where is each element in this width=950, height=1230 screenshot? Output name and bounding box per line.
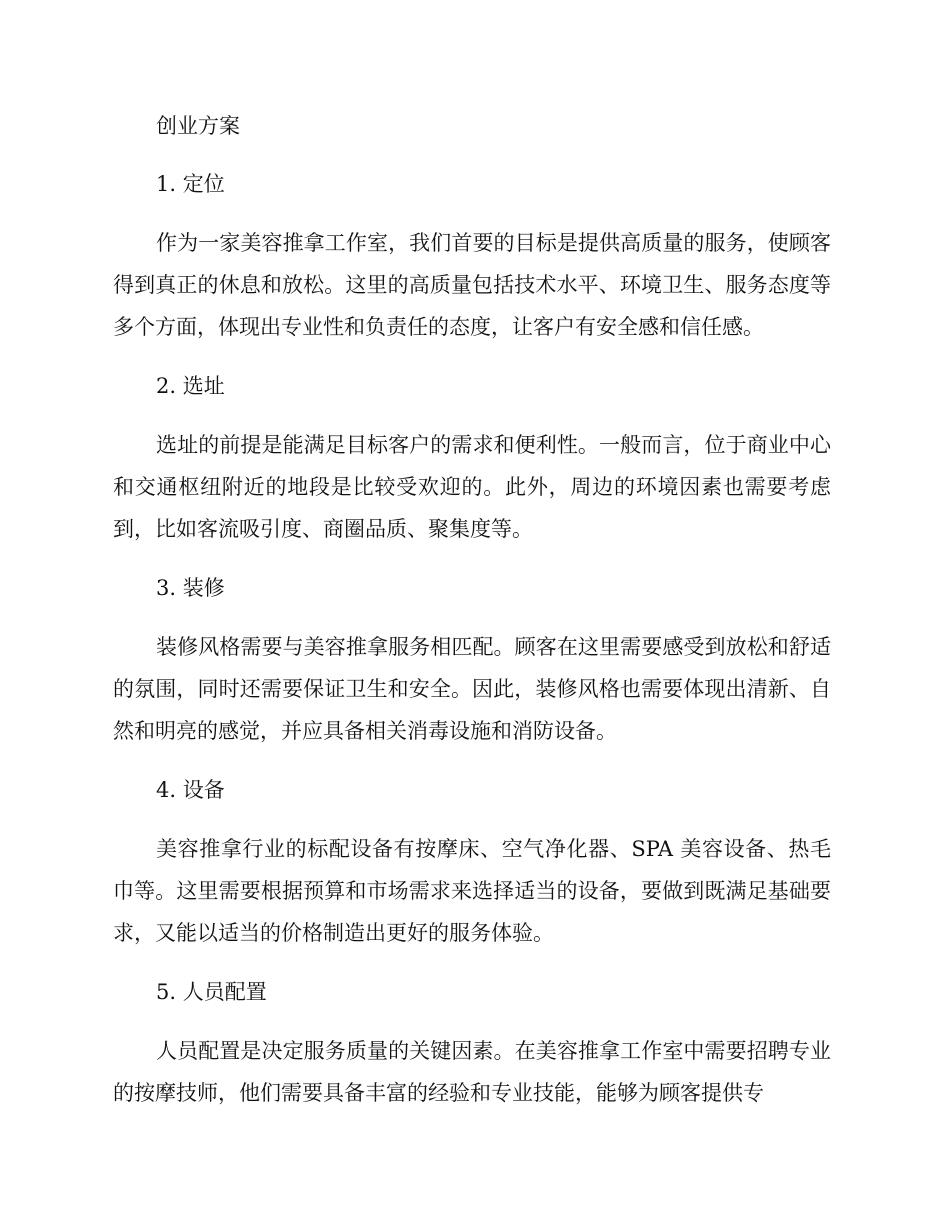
section-paragraph: 选址的前提是能满足目标客户的需求和便利性。一般而言，位于商业中心和交通枢纽附近的地段是比较受欢迎的。此外，周边的环境因素也需要考虑到，比如客流吸引度、商圈品质、聚集度等。	[113, 433, 831, 541]
section-positioning	[113, 168, 831, 348]
section-paragraph: 人员配置是决定服务质量的关键因素。在美容推拿工作室中需要招聘专业的按摩技师，他们需要具备丰富的经验和专业技能，能够为顾客提供专	[113, 1039, 831, 1105]
section-paragraph: 装修风格需要与美容推拿服务相匹配。顾客在这里需要感受到放松和舒适的氛围，同时还需要保证卫生和安全。因此，装修风格也需要体现出清新、自然和明亮的感觉，并应具备相关消毒设施和消防设备。	[113, 635, 831, 743]
section-heading: 1. 定位	[156, 172, 225, 196]
document-title: 创业方案	[156, 114, 240, 138]
section-paragraph: 美容推拿行业的标配设备有按摩床、空气净化器、SPA 美容设备、热毛巾等。这里需要根据预算和市场需求来选择适当的设备，要做到既满足基础要求，又能以适当的价格制造出更好的服务体验。	[113, 837, 831, 945]
section-paragraph: 作为一家美容推拿工作室，我们首要的目标是提供高质量的服务，使顾客得到真正的休息和放松。这里的高质量包括技术水平、环境卫生、服务态度等多个方面，体现出专业性和负责任的态度，让客户有安全感和信任感。	[113, 231, 831, 339]
section-equipment	[113, 774, 831, 954]
section-heading: 5. 人员配置	[156, 980, 267, 1004]
document-body	[113, 110, 831, 1114]
section-decoration	[113, 572, 831, 752]
section-heading: 4. 设备	[156, 778, 225, 802]
section-heading: 2. 选址	[156, 374, 225, 398]
section-site-selection	[113, 370, 831, 550]
section-heading: 3. 装修	[156, 576, 225, 600]
section-staffing	[113, 976, 831, 1114]
